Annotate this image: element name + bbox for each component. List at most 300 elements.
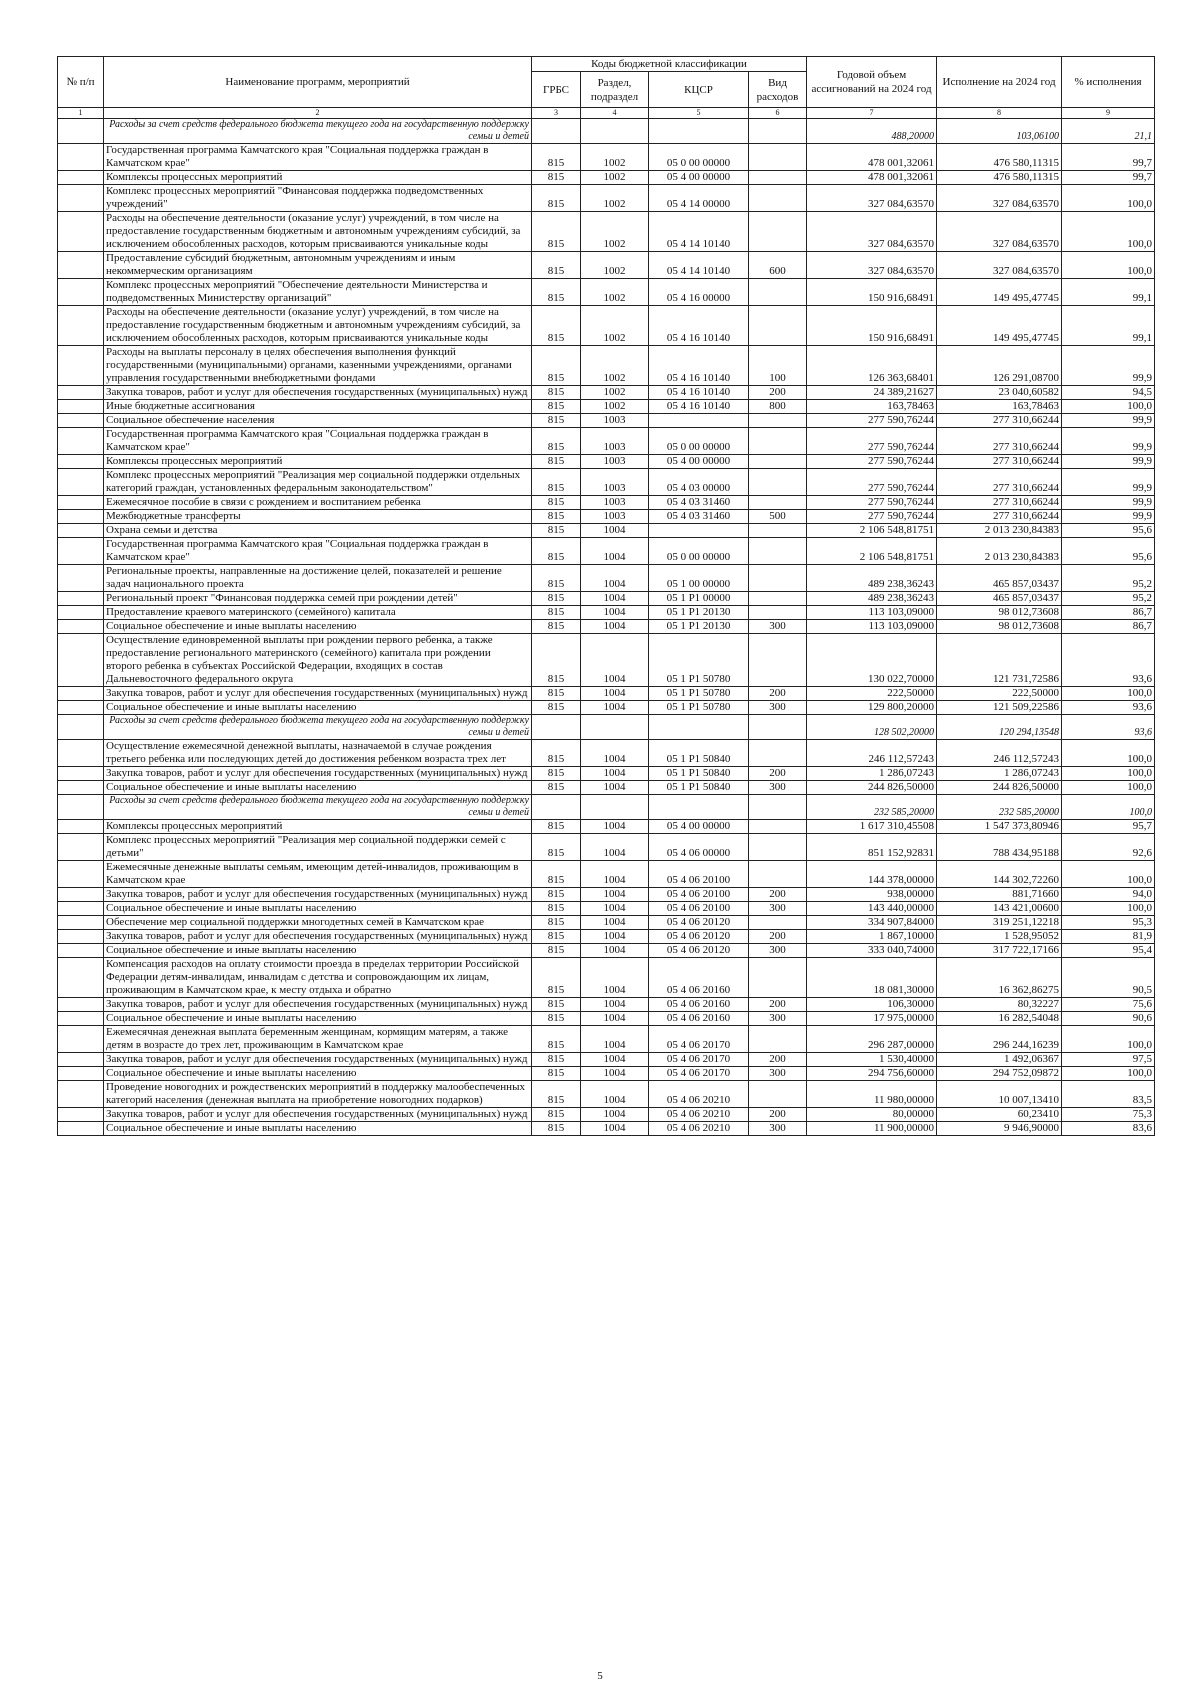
cell-exec: 120 294,13548	[937, 715, 1062, 740]
cell-kcsr: 05 4 06 20210	[649, 1108, 749, 1122]
budget-table-sheet	[57, 56, 1154, 1136]
cell-pct: 100,0	[1062, 1067, 1155, 1081]
table-row	[58, 767, 1155, 781]
cell-vr: 300	[749, 902, 807, 916]
cell-vr	[749, 414, 807, 428]
table-row	[58, 888, 1155, 902]
cell-num	[58, 701, 104, 715]
cell-num	[58, 1012, 104, 1026]
cell-grbs: 815	[532, 606, 581, 620]
table-row	[58, 781, 1155, 795]
cell-name: Расходы на обеспечение деятельности (оказание услуг) учреждений, в том числе на предоставление государственным бюджетным и автономным учреждениям субсидий, за исключением обособленных расходов, которым присваиваются уникальные коды	[104, 306, 532, 346]
cell-grbs: 815	[532, 1108, 581, 1122]
cell-grbs: 815	[532, 538, 581, 565]
cell-kcsr: 05 4 03 31460	[649, 510, 749, 524]
cell-kcsr	[649, 524, 749, 538]
table-row	[58, 740, 1155, 767]
cell-plan: 130 022,70000	[807, 634, 937, 687]
cell-razdel: 1004	[581, 620, 649, 634]
cell-plan: 277 590,76244	[807, 469, 937, 496]
cell-vr	[749, 279, 807, 306]
cell-exec: 232 585,20000	[937, 795, 1062, 820]
cell-kcsr: 05 1 P1 20130	[649, 620, 749, 634]
table-row	[58, 1067, 1155, 1081]
cell-vr	[749, 212, 807, 252]
cell-exec: 277 310,66244	[937, 414, 1062, 428]
cell-exec: 121 731,72586	[937, 634, 1062, 687]
cell-exec: 317 722,17166	[937, 944, 1062, 958]
cell-name: Социальное обеспечение и иные выплаты населению	[104, 701, 532, 715]
cell-plan: 80,00000	[807, 1108, 937, 1122]
cell-kcsr: 05 1 P1 50840	[649, 740, 749, 767]
table-row	[58, 510, 1155, 524]
cell-vr: 300	[749, 944, 807, 958]
cell-pct: 100,0	[1062, 767, 1155, 781]
cell-exec: 9 946,90000	[937, 1122, 1062, 1136]
table-row	[58, 998, 1155, 1012]
cell-plan: 24 389,21627	[807, 386, 937, 400]
cell-razdel: 1003	[581, 469, 649, 496]
cell-grbs: 815	[532, 820, 581, 834]
column-number: 2	[104, 108, 532, 119]
cell-razdel: 1004	[581, 998, 649, 1012]
cell-vr	[749, 144, 807, 171]
cell-pct: 100,0	[1062, 781, 1155, 795]
cell-exec: 126 291,08700	[937, 346, 1062, 386]
cell-razdel	[581, 795, 649, 820]
cell-exec: 1 547 373,80946	[937, 820, 1062, 834]
cell-plan: 144 378,00000	[807, 861, 937, 888]
cell-pct: 95,2	[1062, 565, 1155, 592]
cell-name: Расходы за счет средств федерального бюджета текущего года на государственную поддержку семьи и детей	[104, 795, 532, 820]
cell-grbs: 815	[532, 592, 581, 606]
cell-plan: 232 585,20000	[807, 795, 937, 820]
cell-pct: 75,3	[1062, 1108, 1155, 1122]
cell-kcsr: 05 4 06 20210	[649, 1122, 749, 1136]
cell-razdel: 1004	[581, 958, 649, 998]
cell-vr: 300	[749, 1122, 807, 1136]
cell-pct: 99,9	[1062, 510, 1155, 524]
cell-kcsr: 05 1 P1 50780	[649, 687, 749, 701]
cell-exec: 476 580,11315	[937, 144, 1062, 171]
cell-razdel	[581, 119, 649, 144]
cell-vr: 600	[749, 252, 807, 279]
cell-vr: 300	[749, 701, 807, 715]
cell-grbs	[532, 715, 581, 740]
cell-num	[58, 565, 104, 592]
cell-kcsr: 05 4 06 20120	[649, 944, 749, 958]
cell-kcsr: 05 4 06 20120	[649, 930, 749, 944]
cell-num	[58, 212, 104, 252]
cell-grbs: 815	[532, 767, 581, 781]
cell-pct: 94,0	[1062, 888, 1155, 902]
cell-grbs: 815	[532, 740, 581, 767]
cell-num	[58, 252, 104, 279]
cell-num	[58, 634, 104, 687]
cell-pct: 99,9	[1062, 455, 1155, 469]
cell-razdel: 1004	[581, 538, 649, 565]
cell-vr: 200	[749, 1053, 807, 1067]
table-row	[58, 306, 1155, 346]
cell-pct: 93,6	[1062, 634, 1155, 687]
cell-kcsr: 05 4 06 20120	[649, 916, 749, 930]
cell-exec: 319 251,12218	[937, 916, 1062, 930]
cell-exec: 277 310,66244	[937, 496, 1062, 510]
table-row	[58, 212, 1155, 252]
cell-num	[58, 1122, 104, 1136]
table-row	[58, 414, 1155, 428]
cell-pct: 99,9	[1062, 469, 1155, 496]
cell-exec: 143 421,00600	[937, 902, 1062, 916]
cell-plan: 277 590,76244	[807, 496, 937, 510]
cell-vr: 800	[749, 400, 807, 414]
column-number: 4	[581, 108, 649, 119]
cell-grbs: 815	[532, 428, 581, 455]
budget-execution-table	[57, 56, 1155, 1136]
cell-razdel: 1002	[581, 279, 649, 306]
cell-pct: 95,7	[1062, 820, 1155, 834]
cell-pct: 99,9	[1062, 414, 1155, 428]
cell-pct: 21,1	[1062, 119, 1155, 144]
cell-exec: 121 509,22586	[937, 701, 1062, 715]
cell-plan: 143 440,00000	[807, 902, 937, 916]
cell-razdel: 1004	[581, 1067, 649, 1081]
cell-name: Государственная программа Камчатского края "Социальная поддержка граждан в Камчатском крае"	[104, 428, 532, 455]
cell-num	[58, 1053, 104, 1067]
cell-exec: 2 013 230,84383	[937, 524, 1062, 538]
cell-pct: 100,0	[1062, 185, 1155, 212]
cell-pct: 75,6	[1062, 998, 1155, 1012]
cell-exec: 244 826,50000	[937, 781, 1062, 795]
cell-num	[58, 916, 104, 930]
cell-razdel: 1004	[581, 1081, 649, 1108]
cell-exec: 2 013 230,84383	[937, 538, 1062, 565]
cell-pct: 100,0	[1062, 252, 1155, 279]
cell-num	[58, 958, 104, 998]
cell-kcsr: 05 4 06 20210	[649, 1081, 749, 1108]
cell-num	[58, 902, 104, 916]
cell-vr	[749, 834, 807, 861]
cell-razdel: 1004	[581, 701, 649, 715]
cell-pct: 86,7	[1062, 620, 1155, 634]
cell-vr: 300	[749, 1067, 807, 1081]
cell-grbs: 815	[532, 469, 581, 496]
cell-vr: 200	[749, 1108, 807, 1122]
cell-name: Ежемесячная денежная выплата беременным женщинам, кормящим матерям, а также детям в возрасте до трех лет, проживающим в Камчатском крае	[104, 1026, 532, 1053]
cell-razdel: 1004	[581, 524, 649, 538]
cell-name: Закупка товаров, работ и услуг для обеспечения государственных (муниципальных) нужд	[104, 386, 532, 400]
cell-grbs: 815	[532, 510, 581, 524]
cell-grbs: 815	[532, 834, 581, 861]
cell-exec: 277 310,66244	[937, 428, 1062, 455]
header-row-1	[58, 57, 1155, 72]
cell-name: Предоставление краевого материнского (семейного) капитала	[104, 606, 532, 620]
header-section: Раздел, подраздел	[581, 72, 649, 108]
cell-name: Компенсация расходов на оплату стоимости проезда в пределах территории Российской Федерации детям-инвалидам, инвалидам с детства и сопровождающим их лицам, проживающим в Камчатском крае, к месту отдыха и обратно	[104, 958, 532, 998]
cell-name: Иные бюджетные ассигнования	[104, 400, 532, 414]
cell-plan: 126 363,68401	[807, 346, 937, 386]
table-row	[58, 902, 1155, 916]
cell-vr	[749, 740, 807, 767]
header-vr: Вид расходов	[749, 72, 807, 108]
cell-pct: 92,6	[1062, 834, 1155, 861]
cell-vr	[749, 606, 807, 620]
cell-vr	[749, 715, 807, 740]
cell-exec: 144 302,72260	[937, 861, 1062, 888]
cell-vr	[749, 634, 807, 687]
cell-kcsr: 05 4 16 00000	[649, 279, 749, 306]
cell-razdel: 1004	[581, 834, 649, 861]
cell-name: Закупка товаров, работ и услуг для обеспечения государственных (муниципальных) нужд	[104, 687, 532, 701]
table-row	[58, 496, 1155, 510]
cell-plan: 113 103,09000	[807, 620, 937, 634]
table-row	[58, 428, 1155, 455]
cell-name: Охрана семьи и детства	[104, 524, 532, 538]
cell-vr: 300	[749, 620, 807, 634]
cell-exec: 10 007,13410	[937, 1081, 1062, 1108]
cell-plan: 327 084,63570	[807, 252, 937, 279]
cell-razdel: 1004	[581, 1122, 649, 1136]
cell-kcsr: 05 4 16 10140	[649, 346, 749, 386]
cell-grbs: 815	[532, 1081, 581, 1108]
cell-plan: 2 106 548,81751	[807, 524, 937, 538]
table-row	[58, 861, 1155, 888]
cell-pct: 95,6	[1062, 538, 1155, 565]
table-row	[58, 565, 1155, 592]
cell-num	[58, 510, 104, 524]
cell-grbs: 815	[532, 958, 581, 998]
cell-razdel: 1002	[581, 212, 649, 252]
cell-exec: 60,23410	[937, 1108, 1062, 1122]
cell-razdel: 1004	[581, 1108, 649, 1122]
cell-grbs: 815	[532, 144, 581, 171]
cell-grbs: 815	[532, 1012, 581, 1026]
cell-num	[58, 279, 104, 306]
cell-exec: 149 495,47745	[937, 279, 1062, 306]
header-plan: Годовой объем ассигнований на 2024 год	[807, 57, 937, 108]
cell-vr	[749, 861, 807, 888]
cell-grbs	[532, 795, 581, 820]
cell-razdel: 1002	[581, 386, 649, 400]
cell-name: Предоставление субсидий бюджетным, автономным учреждениям и иным некоммерческим организациям	[104, 252, 532, 279]
cell-kcsr: 05 4 16 10140	[649, 306, 749, 346]
cell-razdel: 1004	[581, 1053, 649, 1067]
cell-plan: 851 152,92831	[807, 834, 937, 861]
cell-name: Комплекс процессных мероприятий "Обеспечение деятельности Министерства и подведомственных Министерству организаций"	[104, 279, 532, 306]
cell-kcsr: 05 4 14 10140	[649, 212, 749, 252]
cell-num	[58, 185, 104, 212]
cell-num	[58, 715, 104, 740]
cell-razdel: 1004	[581, 565, 649, 592]
header-name: Наименование программ, мероприятий	[104, 57, 532, 108]
cell-name: Социальное обеспечение и иные выплаты населению	[104, 620, 532, 634]
cell-grbs: 815	[532, 212, 581, 252]
cell-pct: 83,5	[1062, 1081, 1155, 1108]
cell-vr	[749, 119, 807, 144]
cell-kcsr: 05 0 00 00000	[649, 428, 749, 455]
table-row	[58, 524, 1155, 538]
cell-plan: 296 287,00000	[807, 1026, 937, 1053]
cell-razdel: 1004	[581, 820, 649, 834]
table-row	[58, 820, 1155, 834]
cell-name: Региональный проект "Финансовая поддержка семей при рождении детей"	[104, 592, 532, 606]
cell-exec: 98 012,73608	[937, 620, 1062, 634]
cell-plan: 113 103,09000	[807, 606, 937, 620]
cell-razdel: 1002	[581, 306, 649, 346]
column-number: 3	[532, 108, 581, 119]
cell-razdel: 1004	[581, 767, 649, 781]
cell-name: Закупка товаров, работ и услуг для обеспечения государственных (муниципальных) нужд	[104, 888, 532, 902]
cell-grbs: 815	[532, 1122, 581, 1136]
table-row	[58, 400, 1155, 414]
header-pct: % исполнения	[1062, 57, 1155, 108]
cell-plan: 938,00000	[807, 888, 937, 902]
cell-name: Комплексы процессных мероприятий	[104, 455, 532, 469]
table-row	[58, 455, 1155, 469]
cell-vr	[749, 538, 807, 565]
federal-funds-row	[58, 119, 1155, 144]
cell-vr	[749, 958, 807, 998]
table-row	[58, 620, 1155, 634]
cell-exec: 277 310,66244	[937, 469, 1062, 496]
cell-kcsr: 05 1 P1 20130	[649, 606, 749, 620]
cell-grbs: 815	[532, 524, 581, 538]
cell-num	[58, 820, 104, 834]
cell-exec: 16 362,86275	[937, 958, 1062, 998]
cell-name: Социальное обеспечение и иные выплаты населению	[104, 902, 532, 916]
cell-vr	[749, 185, 807, 212]
cell-razdel	[581, 715, 649, 740]
cell-kcsr: 05 1 P1 00000	[649, 592, 749, 606]
header-exec: Исполнение на 2024 год	[937, 57, 1062, 108]
cell-grbs: 815	[532, 620, 581, 634]
cell-kcsr: 05 4 06 20100	[649, 861, 749, 888]
cell-pct: 100,0	[1062, 212, 1155, 252]
cell-grbs: 815	[532, 701, 581, 715]
cell-num	[58, 740, 104, 767]
cell-num	[58, 767, 104, 781]
cell-exec: 246 112,57243	[937, 740, 1062, 767]
table-row	[58, 144, 1155, 171]
cell-kcsr: 05 4 00 00000	[649, 455, 749, 469]
table-row	[58, 386, 1155, 400]
column-number: 1	[58, 108, 104, 119]
cell-num	[58, 1067, 104, 1081]
cell-razdel: 1004	[581, 916, 649, 930]
cell-razdel: 1004	[581, 1012, 649, 1026]
cell-num	[58, 346, 104, 386]
cell-kcsr	[649, 715, 749, 740]
table-row	[58, 701, 1155, 715]
cell-plan: 277 590,76244	[807, 414, 937, 428]
cell-num	[58, 144, 104, 171]
table-row	[58, 1026, 1155, 1053]
cell-name: Социальное обеспечение и иные выплаты населению	[104, 1067, 532, 1081]
cell-pct: 100,0	[1062, 687, 1155, 701]
cell-pct: 99,9	[1062, 496, 1155, 510]
cell-num	[58, 606, 104, 620]
cell-plan: 294 756,60000	[807, 1067, 937, 1081]
cell-plan: 17 975,00000	[807, 1012, 937, 1026]
header-num: № п/п	[58, 57, 104, 108]
cell-plan: 277 590,76244	[807, 455, 937, 469]
table-row	[58, 1122, 1155, 1136]
cell-vr	[749, 565, 807, 592]
table-row	[58, 1053, 1155, 1067]
cell-num	[58, 400, 104, 414]
cell-exec: 23 040,60582	[937, 386, 1062, 400]
cell-kcsr: 05 4 16 10140	[649, 386, 749, 400]
cell-pct: 99,9	[1062, 346, 1155, 386]
cell-plan: 244 826,50000	[807, 781, 937, 795]
header-codes: Коды бюджетной классификации	[532, 57, 807, 72]
table-row	[58, 634, 1155, 687]
cell-grbs: 815	[532, 400, 581, 414]
cell-grbs: 815	[532, 1026, 581, 1053]
cell-pct: 99,7	[1062, 171, 1155, 185]
cell-num	[58, 998, 104, 1012]
cell-plan: 11 980,00000	[807, 1081, 937, 1108]
header-grbs: ГРБС	[532, 72, 581, 108]
cell-num	[58, 1108, 104, 1122]
cell-name: Государственная программа Камчатского края "Социальная поддержка граждан в Камчатском крае"	[104, 144, 532, 171]
cell-name: Закупка товаров, работ и услуг для обеспечения государственных (муниципальных) нужд	[104, 1108, 532, 1122]
cell-razdel: 1004	[581, 930, 649, 944]
cell-plan: 2 106 548,81751	[807, 538, 937, 565]
cell-pct: 93,6	[1062, 701, 1155, 715]
table-body	[58, 119, 1155, 1136]
cell-vr	[749, 455, 807, 469]
cell-pct: 83,6	[1062, 1122, 1155, 1136]
cell-num	[58, 496, 104, 510]
cell-vr: 200	[749, 386, 807, 400]
cell-razdel: 1004	[581, 902, 649, 916]
cell-kcsr: 05 4 16 10140	[649, 400, 749, 414]
table-row	[58, 930, 1155, 944]
cell-num	[58, 469, 104, 496]
cell-name: Государственная программа Камчатского края "Социальная поддержка граждан в Камчатском крае"	[104, 538, 532, 565]
cell-name: Комплексы процессных мероприятий	[104, 171, 532, 185]
cell-exec: 327 084,63570	[937, 252, 1062, 279]
cell-name: Обеспечение мер социальной поддержки многодетных семей в Камчатском крае	[104, 916, 532, 930]
cell-plan: 277 590,76244	[807, 428, 937, 455]
cell-plan: 222,50000	[807, 687, 937, 701]
cell-kcsr: 05 4 06 20170	[649, 1053, 749, 1067]
table-row	[58, 834, 1155, 861]
cell-plan: 1 286,07243	[807, 767, 937, 781]
cell-vr: 200	[749, 767, 807, 781]
cell-exec: 881,71660	[937, 888, 1062, 902]
cell-num	[58, 944, 104, 958]
cell-num	[58, 428, 104, 455]
cell-num	[58, 861, 104, 888]
cell-exec: 1 286,07243	[937, 767, 1062, 781]
cell-exec: 788 434,95188	[937, 834, 1062, 861]
cell-pct: 97,5	[1062, 1053, 1155, 1067]
cell-plan: 1 617 310,45508	[807, 820, 937, 834]
cell-grbs	[532, 119, 581, 144]
cell-vr	[749, 916, 807, 930]
cell-name: Осуществление ежемесячной денежной выплаты, назначаемой в случае рождения третьего ребенка или последующих детей до достижения ребенком возраста трех лет	[104, 740, 532, 767]
cell-vr: 200	[749, 888, 807, 902]
cell-exec: 465 857,03437	[937, 565, 1062, 592]
cell-razdel: 1004	[581, 740, 649, 767]
cell-razdel: 1003	[581, 455, 649, 469]
cell-grbs: 815	[532, 496, 581, 510]
cell-kcsr: 05 4 06 20100	[649, 902, 749, 916]
cell-pct: 86,7	[1062, 606, 1155, 620]
cell-razdel: 1002	[581, 144, 649, 171]
